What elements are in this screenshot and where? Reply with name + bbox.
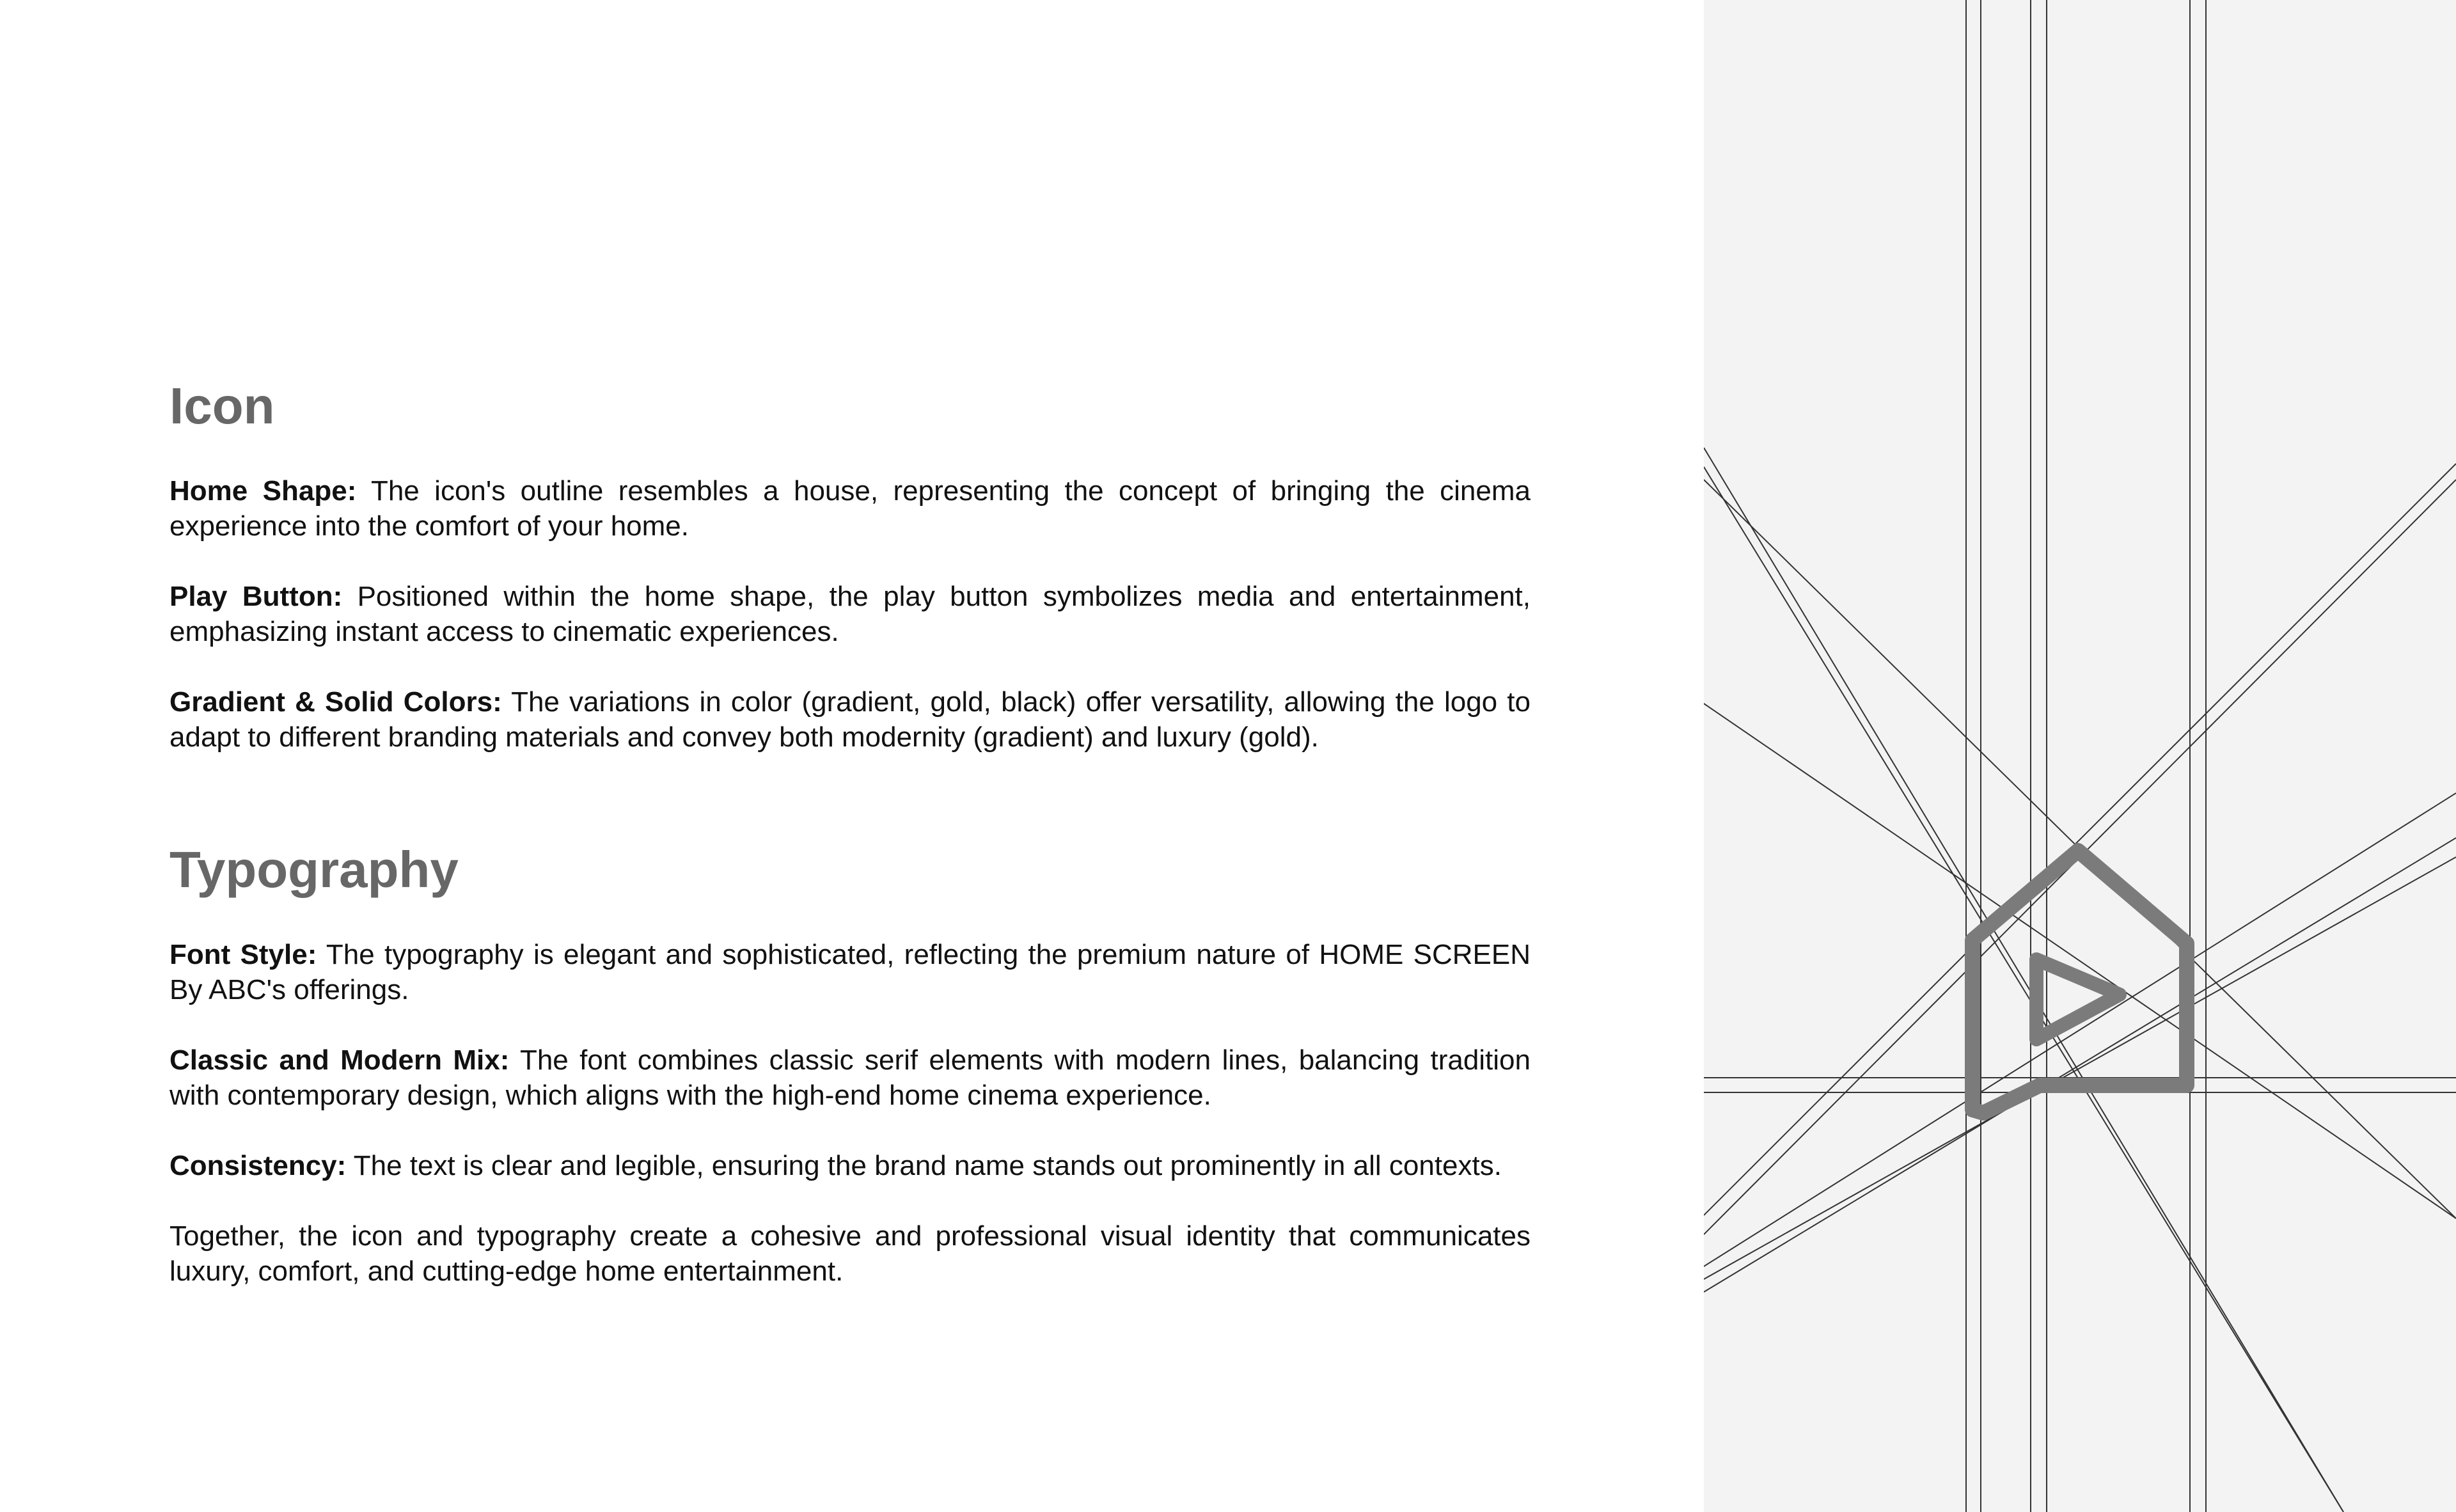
consistency-term: Consistency: [169, 1150, 347, 1181]
classic-modern-paragraph [169, 1043, 1531, 1113]
colors-text: The variations in color (gradient, gold, black) offer versatility, allowing the logo to adapt to different branding materials and convey both modernity (gradient) and luxury (gold). [169, 686, 1531, 753]
guide-diagonal-8 [1704, 838, 2456, 1292]
consistency-text: The text is clear and legible, ensuring the brand name stands out prominently in all contexts. [346, 1150, 1502, 1181]
closing-paragraph: Together, the icon and typography create a cohesive and professional visual identity that communicates luxury, comfort, and cutting-edge home entertainment. [169, 1220, 1531, 1287]
home-shape-term: Home Shape: [169, 475, 357, 507]
home-shape-text: The icon's outline resembles a house, representing the concept of bringing the cinema experience into the comfort of your home. [169, 475, 1531, 542]
colors-term: Gradient & Solid Colors: [169, 686, 502, 718]
play-button-text: Positioned within the home shape, the play button symbolizes media and entertainment, emphasizing instant access to cinematic experiences. [169, 581, 1531, 647]
play-button-triangle [2036, 959, 2120, 1039]
font-style-term: Font Style: [169, 939, 317, 970]
typography-section [169, 835, 1531, 1289]
guide-diagonal-9 [1704, 857, 2456, 1279]
colors-paragraph [169, 684, 1531, 755]
play-button-paragraph [169, 579, 1531, 649]
guide-diagonal-5 [1704, 464, 2456, 1215]
play-button-term: Play Button: [169, 581, 343, 612]
typography-section-heading: Typography [169, 841, 459, 898]
logo-construction-panel [1704, 0, 2456, 1512]
guide-diagonal-1 [1704, 448, 2343, 1512]
font-style-text: The typography is elegant and sophisticated, reflecting the premium nature of HOME SCREEN By ABC's offerings. [169, 939, 1531, 1005]
icon-section [169, 371, 1531, 755]
logo-construction-grid [1704, 0, 2456, 1512]
font-style-paragraph [169, 937, 1531, 1007]
guide-diagonal-2 [1704, 467, 2343, 1512]
consistency-paragraph [169, 1148, 1531, 1183]
guide-diagonal-4 [1704, 704, 2456, 1218]
classic-modern-term: Classic and Modern Mix: [169, 1044, 510, 1076]
text-column [169, 371, 1531, 1324]
classic-modern-text: The font combines classic serif elements with modern lines, balancing tradition with contemporary design, which aligns with the high-end home cinema experience. [169, 1044, 1531, 1111]
construction-lines [1704, 0, 2456, 1512]
guide-diagonal-7 [1704, 793, 2456, 1266]
home-shape-paragraph [169, 473, 1531, 544]
icon-section-heading: Icon [169, 377, 275, 434]
